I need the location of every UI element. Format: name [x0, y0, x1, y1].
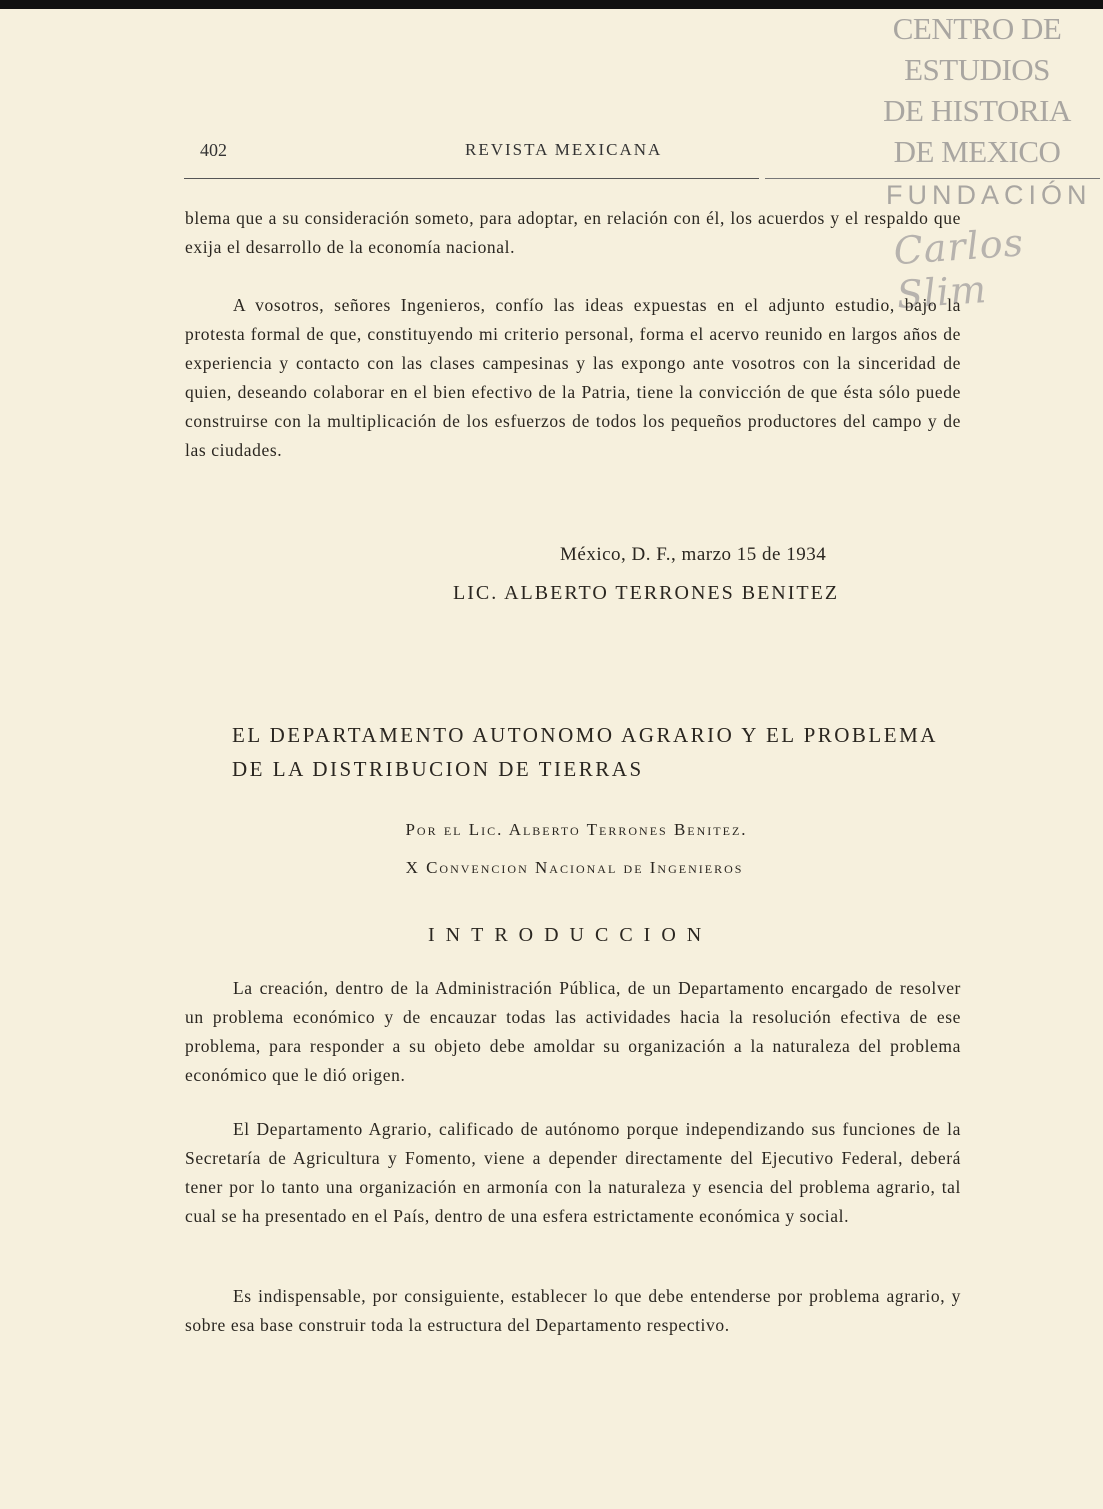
watermark-line: CENTRO DE [892, 11, 1062, 46]
page-number: 402 [200, 140, 227, 160]
article-byline: Por el Lic. Alberto Terrones Benitez. [405, 820, 748, 839]
watermark-line: ESTUDIOS [904, 52, 1050, 87]
section-heading: INTRODUCCION [428, 924, 713, 946]
header-rule-right [765, 178, 1100, 179]
intro-paragraph-3: Es indispensable, por consiguiente, establecer lo que debe entenderse por problema agrario, y sobre esa base construir toda la estructura del Departamento respectivo. [185, 1286, 961, 1335]
body-paragraph-continuation: blema que a su consideración someto, para adoptar, en relación con él, los acuerdos y el respaldo que exija el desarrollo de la economía nacional. [185, 208, 961, 257]
body-paragraph-dedication: A vosotros, señores Ingenieros, confío las ideas expuestas en el adjunto estudio, bajo la protesta formal de que, constituyendo mi criterio personal, forma el acervo reunido en largos años de experiencia y contacto con las clases campesinas y las expongo ante vosotros con la sinceridad de quien, deseando colaborar en el bien efectivo de la Patria, tiene la convicción de que ésta sólo puede construirse con la multiplicación de los esfuerzos de todos los pequeños productores del campo y de las ciudades. [185, 295, 961, 460]
watermark-signature: Carlos Slim [892, 220, 1026, 318]
watermark-foundation: FUNDACIÓN [886, 180, 1092, 210]
article-title: EL DEPARTAMENTO AUTONOMO AGRARIO Y EL PROBLEMA DE LA DISTRIBUCION DE TIERRAS [232, 723, 937, 781]
journal-title: REVISTA MEXICANA [465, 140, 663, 159]
article-convention: X Convencion Nacional de Ingenieros [405, 858, 744, 877]
watermark-line: DE MEXICO [893, 134, 1061, 169]
intro-paragraph-1: La creación, dentro de la Administración Pública, de un Departamento encargado de resolver un problema económico y de encauzar todas las actividades hacia la resolución efectiva de ese problema, para responder a su objeto debe amoldar su organización a la naturaleza del problema económico que le dió origen. [185, 978, 961, 1085]
signoff-date: México, D. F., marzo 15 de 1934 [560, 544, 827, 565]
signoff-author: LIC. ALBERTO TERRONES BENITEZ [453, 582, 840, 604]
watermark-line: DE HISTORIA [883, 93, 1071, 128]
header-rule [184, 178, 759, 179]
intro-paragraph-2: El Departamento Agrario, calificado de autónomo porque independizando sus funciones de la Secretaría de Agricultura y Fomento, viene a depender directamente del Ejecutivo Federal, deberá tener por lo tanto una organización en armonía con la naturaleza y esencia del problema agrario, tal cual se ha presentado en el País, dentro de una esfera estrictamente económica y social. [185, 1119, 961, 1226]
watermark-stamp [872, 8, 1082, 172]
